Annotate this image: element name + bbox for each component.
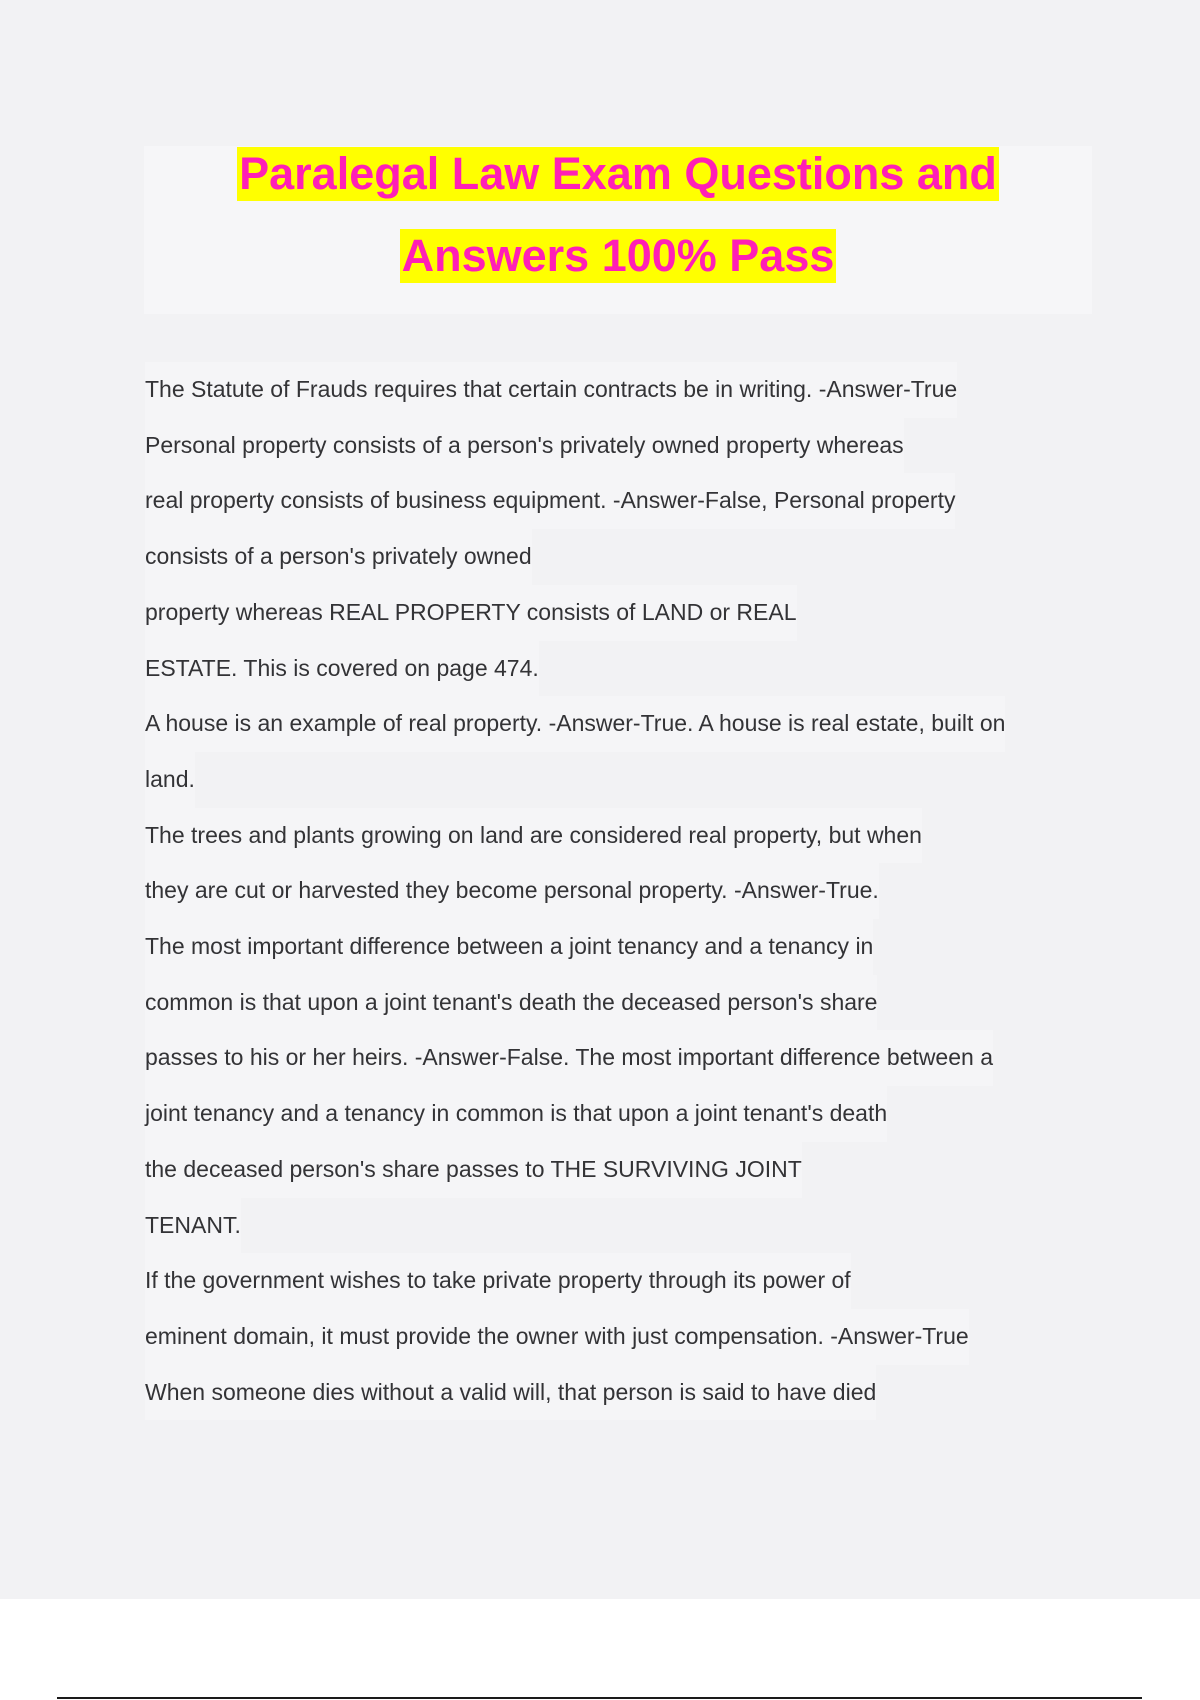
document-body [145,362,1105,1420]
body-line: TENANT. [145,1198,241,1254]
body-line: the deceased person's share passes to THE SURVIVING JOINT [145,1142,802,1198]
body-line: eminent domain, it must provide the owner with just compensation. -Answer-True [145,1309,969,1365]
page-footer-area [0,1599,1200,1700]
body-line: The trees and plants growing on land are considered real property, but when [145,808,922,864]
body-line: When someone dies without a valid will, that person is said to have died [145,1365,876,1421]
body-line: real property consists of business equipment. -Answer-False, Personal property [145,473,955,529]
body-line: If the government wishes to take private property through its power of [145,1253,851,1309]
body-line: ESTATE. This is covered on page 474. [145,641,539,697]
body-line: The most important difference between a joint tenancy and a tenancy in [145,919,873,975]
title-line-2-wrap [144,229,1092,283]
body-line: The Statute of Frauds requires that certain contracts be in writing. -Answer-True [145,362,957,418]
document-title-line-1: Paralegal Law Exam Questions and [239,148,997,199]
body-line: joint tenancy and a tenancy in common is that upon a joint tenant's death [145,1086,887,1142]
footer-divider [57,1697,1142,1699]
document-title-line-2: Answers 100% Pass [401,230,835,281]
body-line: land. [145,752,195,808]
title-line-1-wrap [144,147,1092,201]
body-line: property whereas REAL PROPERTY consists of LAND or REAL [145,585,797,641]
body-line: they are cut or harvested they become personal property. -Answer-True. [145,863,879,919]
body-line: consists of a person's privately owned [145,529,532,585]
body-line: passes to his or her heirs. -Answer-False. The most important difference between a [145,1030,993,1086]
body-line: Personal property consists of a person's privately owned property whereas [145,418,904,474]
body-line: common is that upon a joint tenant's death the deceased person's share [145,975,877,1031]
body-line: A house is an example of real property. -Answer-True. A house is real estate, built on [145,696,1005,752]
